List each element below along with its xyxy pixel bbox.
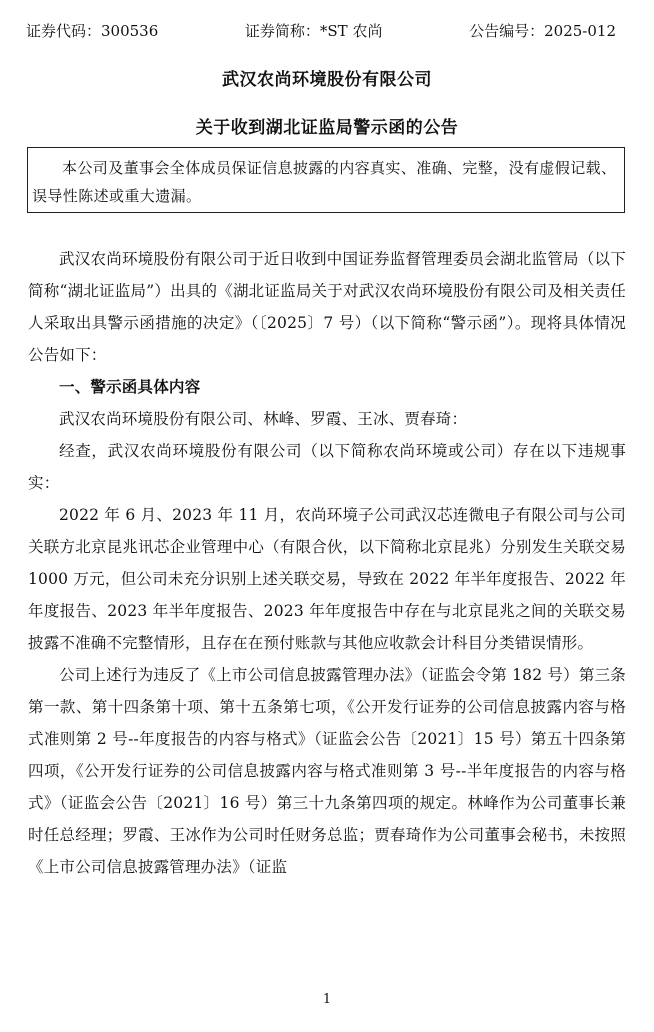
body-paragraph-addressees: 武汉农尚环境股份有限公司、林峰、罗霞、王冰、贾春琦：: [59, 410, 468, 428]
security-name: 证券简称：*ST 农尚: [244, 22, 383, 40]
disclosure-statement-box: 本公司及董事会全体成员保证信息披露的内容真实、准确、完整，没有虚假记载、误导性陈述或重大遗漏。: [27, 147, 625, 213]
section-heading-warning-letter: 一、警示函具体内容: [59, 378, 201, 396]
body-paragraph-intro: 武汉农尚环境股份有限公司于近日收到中国证券监督管理委员会湖北监管局（以下简称“湖北证监局”）出具的《湖北证监局关于对武汉农尚环境股份有限公司及相关责任人采取出具警示函措施的决定》（〔2025〕7 号）（以下简称“警示函”）。现将具体情况公告如下：: [28, 250, 626, 364]
announcement-body: [28, 243, 626, 883]
body-paragraph-related-transactions: 2022 年 6 月、2023 年 11 月，农尚环境子公司武汉芯连微电子有限公司与公司关联方北京昆兆讯芯企业管理中心（有限合伙，以下简称北京昆兆）分别发生关联交易 1000 万元，但公司未充分识别上述关联交易，导致在 2022 年半年度报告、2022 年年度报告、2023 年半年度报告、2023 年年度报告中存在与北京昆兆之间的关联交易披露不准确不完整情形，且存在在预付账款与其他应收款会计科目分类错误情形。: [28, 506, 626, 652]
announcement-number: 公告编号：2025-012: [469, 22, 616, 40]
notice-title: 关于收到湖北证监局警示函的公告: [195, 118, 459, 138]
page-number: 1: [322, 992, 332, 1007]
company-title: 武汉农尚环境股份有限公司: [222, 70, 432, 90]
document-header: [26, 20, 616, 42]
security-code: 证券代码：300536: [26, 22, 159, 40]
body-paragraph-findings-intro: 经查，武汉农尚环境股份有限公司（以下简称农尚环境或公司）存在以下违规事实：: [28, 442, 626, 492]
body-paragraph-violations: 公司上述行为违反了《上市公司信息披露管理办法》（证监会令第 182 号）第三条第一款、第十四条第十项、第十五条第七项，《公开发行证券的公司信息披露内容与格式准则第 2 号--年度报告的内容与格式》（证监会公告〔2021〕15 号）第五十四条第四项，《公开发行证券的公司信息披露内容与格式准则第 3 号--半年度报告的内容与格式》（证监会公告〔2021〕16 号）第三十九条第四项的规定。林峰作为公司董事长兼时任总经理；罗霞、王冰作为公司时任财务总监；贾春琦作为公司董事会秘书，未按照《上市公司信息披露管理办法》（证监: [28, 666, 626, 876]
